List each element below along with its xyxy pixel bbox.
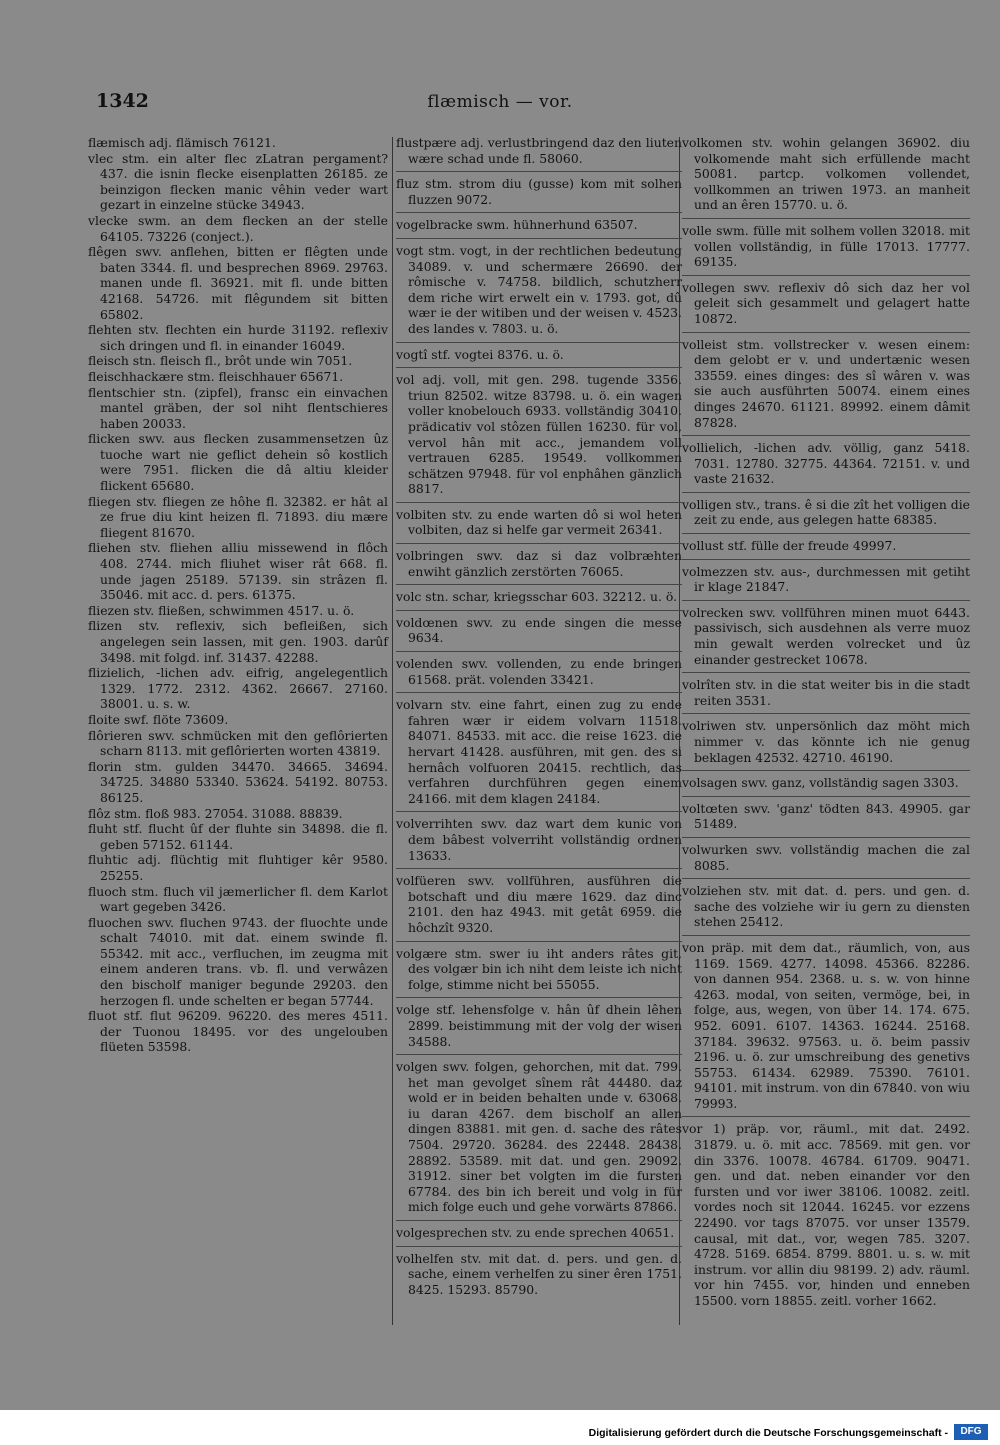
dictionary-entry: vogelbracke swm. hühnerhund 63507.	[396, 217, 638, 233]
dfg-logo-icon: DFG	[954, 1424, 988, 1440]
dictionary-entry: volsagen swv. ganz, vollständig sagen 3303.	[682, 775, 959, 791]
entry-divider	[396, 811, 682, 812]
column-1	[88, 135, 388, 1055]
dictionary-entry: volbringen swv. daz si daz volbræhten enwiht gänzlich zerstörten 76065.	[396, 548, 682, 579]
entry-divider	[396, 692, 682, 693]
entry-divider	[682, 770, 970, 771]
dictionary-entry: fluhtic adj. flüchtig mit fluhtiger kêr 9580. 25255.	[88, 852, 388, 883]
dictionary-entry: flehten stv. flechten ein hurde 31192. reflexiv sich dringen und fl. in einander 16049.	[88, 322, 388, 353]
dictionary-entry: flizen stv. reflexiv, sich befleißen, sich angelegen sein lassen, mit gen. 1903. darûf 3498. mit folgd. inf. 31437. 42288.	[88, 618, 388, 665]
entry-divider	[396, 543, 682, 544]
dictionary-entry: vogt stm. vogt, in der rechtlichen bedeutung 34089. v. und schermære 26690. der rômische v. 74758. bildlich, schutzherr dem riche wirt erwelt ein v. 1793. got, dû wær ie der witiben und der weisen v. 4523. des landes v. 7803. u. ö.	[396, 242, 682, 336]
dictionary-entry: volverrihten swv. daz wart dem kunic von dem bâbest volverriht vollständig ordnen 13633.	[396, 816, 682, 863]
entry-divider	[682, 492, 970, 493]
dictionary-entry: voldœnen swv. zu ende singen die messe 9634.	[396, 614, 682, 646]
dictionary-entry: volvarn stv. eine fahrt, einen zug zu ende fahren wær ir eidem volvarn 11518. 84071. 84533. mit acc. die reise 1623. die hervart 41428. ausführen, mit gen. des si hernâch volfuoren 20415. rechtlich, das verfahren durchführen gegen einem 24166. mit dem klagen 24184.	[396, 697, 682, 806]
dictionary-entry: volziehen stv. mit dat. d. pers. und gen. d. sache des volziehe wir iu gern zu diensten stehen 25412.	[682, 883, 970, 930]
dictionary-entry: volriwen stv. unpersönlich daz möht mich nimmer v. das könnte ich nie genug beklagen 42532. 42710. 46190.	[682, 718, 970, 765]
dictionary-entry: vlec stm. ein alter flec zLatran pergament? 437. die isnin flecke eisenplatten 26185. ze beinzigon flecken manic vêhin veder wart gezart in einzelne stücke 34943.	[88, 150, 388, 213]
dictionary-entry: von präp. mit dem dat., räumlich, von, aus 1169. 1569. 4277. 14098. 45366. 82286. von dannen 954. 2368. u. s. w. von hinne 4263. modal, von seiten, vermöge, bei, in folge, aus, wegen, von über 14. 174. 675. 952. 6091. 6107. 14363. 16244. 25168. 37184. 39632. 97563. u. ö. beim passiv 2196. u. ö. zur umschreibung des genetivs 55753. 61434. 62989. 75390. 76101. 94101. mit instrum. von din 67840. von wiu 79993.	[682, 939, 970, 1111]
dictionary-entry: flustpære adj. verlustbringend daz den liuten wære schad unde fl. 58060.	[396, 135, 682, 166]
entry-divider	[396, 342, 682, 343]
dictionary-entry: fluz stm. strom diu (gusse) kom mit solhen fluzzen 9072.	[396, 176, 682, 207]
dictionary-entry: flêgen swv. anflehen, bitten er flêgten unde baten 3344. fl. und besprechen 8969. 29763. manen unde fl. 36921. mit fl. unde bitten 42168. 54726. mit flêgundem sit bitten 65802.	[88, 244, 388, 322]
dictionary-entry: volgesprechen stv. zu ende sprechen 40651.	[396, 1225, 675, 1241]
dictionary-entry: vogtî stf. vogtei 8376. u. ö.	[396, 346, 564, 362]
dictionary-entry: volleist stm. vollstrecker v. wesen einem: dem gelobt er v. und undertænic wesen 33559. eines dinges: des sî wâren v. was sie auch ausführten 50074. einem eines dinges 24670. 61121. 89992. einem dâmit 87828.	[682, 336, 970, 430]
entry-divider	[682, 713, 970, 714]
dictionary-entry: volc stn. schar, kriegsschar 603. 32212. u. ö.	[396, 589, 678, 605]
entry-divider	[396, 651, 682, 652]
dictionary-entry: flôrieren swv. schmücken mit den geflôrierten scharn 8113. mit geflôrierten worten 43819.	[88, 727, 388, 759]
dictionary-entry: fluot stf. flut 96209. 96220. des meres 4511. der Tuonou 18495. vor des ungelouben flüeten 53598.	[88, 1008, 388, 1055]
dictionary-entry: volrîten stv. in die stat weiter bis in die stadt reiten 3531.	[682, 677, 970, 708]
column-rule-1	[392, 137, 393, 1325]
dictionary-entry: flôz stm. floß 983. 27054. 31088. 88839.	[88, 805, 343, 821]
entry-divider	[682, 796, 970, 797]
entry-divider	[682, 435, 970, 436]
dictionary-entry: volfüeren swv. vollführen, ausführen die botschaft und diu mære 1629. daz dinc 2101. den haz 4943. mit getât 6959. die hôchzît 9320.	[396, 873, 682, 935]
column-3	[682, 135, 970, 1309]
dictionary-entry: flentschier stn. (zipfel), fransc ein einvachen mantel gräben, der sol niht flentschieres haben 20033.	[88, 384, 388, 431]
dictionary-entry: volmezzen stv. aus-, durchmessen mit getiht ir klage 21847.	[682, 563, 970, 595]
dictionary-entry: florin stm. gulden 34470. 34665. 34694. 34725. 34880 53340. 53624. 54192. 80753. 86125.	[88, 758, 388, 805]
dictionary-entry: volgen swv. folgen, gehorchen, mit dat. 799. het man gevolget sînem rât 44480. daz wold er in beiden behalten unde v. 63068. iu daran 4267. dem bischolf an allen dingen 83881. mit gen. d. sache des râtes 7504. 29720. 36284. des 22448. 28438. 28892. 53589. mit dat. und gen. 29092. 31912. siner bet volgten im die fursten 67784. des bin ich bereit und volg in für mich folge euch und gehe vorwärts 87866.	[396, 1059, 682, 1215]
entry-divider	[396, 941, 682, 942]
entry-divider	[396, 1246, 682, 1247]
entry-divider	[396, 1054, 682, 1055]
dictionary-entry: volle swm. fülle mit solhem vollen 32018. mit vollen vollständig, in fülle 17013. 17777. 69135.	[682, 222, 970, 270]
entry-divider	[682, 559, 970, 560]
dictionary-entry: flicken swv. aus flecken zusammensetzen ûz tuoche wart nie geflict dehein sô kostlich were 7951. flicken die dâ altiu kleider flickent 65680.	[88, 431, 388, 494]
dictionary-entry: fluht stf. flucht ûf der fluhte sin 34898. die fl. geben 57152. 61144.	[88, 821, 388, 852]
entry-divider	[396, 997, 682, 998]
column-2	[396, 135, 682, 1297]
dictionary-entry: vollielich, -lichen adv. völlig, ganz 5418. 7031. 12780. 32775. 44364. 72151. v. und vaste 21632.	[682, 440, 970, 487]
page-number: 1342	[96, 90, 149, 112]
dictionary-entry: volhelfen stv. mit dat. d. pers. und gen. d. sache, einem verhelfen zu siner êren 1751. 8425. 15293. 85790.	[396, 1250, 682, 1297]
entry-divider	[396, 212, 682, 213]
dictionary-entry: volwurken swv. vollständig machen die zal 8085.	[682, 841, 970, 873]
entry-divider	[682, 600, 970, 601]
dictionary-entry: fleischhackære stm. fleischhauer 65671.	[88, 368, 344, 384]
dictionary-entry: vlecke swm. an dem flecken an der stelle 64105. 73226 (conject.).	[88, 212, 388, 244]
entry-divider	[396, 502, 682, 503]
dictionary-entry: vor 1) präp. vor, räuml., mit dat. 2492. 31879. u. ö. mit acc. 78569. mit gen. vor din 3376. 10078. 46784. 61709. 90471. gen. und dat. neben einander vor den fursten und vor iwer 38106. 10082. zeitl. vordes noch sit 12044. 16245. vor ezzens 22490. vor tags 87075. vor unser 13579. causal, mit dat., vor, wegen 785. 3207. 4728. 5169. 6854. 8799. 8801. u. s. w. mit instrum. vor allin diu 98199. 2) adv. räuml. vor hin 7455. vor, hinden und enneben 15500. vorn 18855. zeitl. vorher 1662.	[682, 1121, 970, 1308]
running-head: flæmisch — vor.	[427, 92, 573, 112]
dictionary-entry: vollegen swv. reflexiv dô sich daz her vol geleit sich gesammelt und gelagert hatte 10872.	[682, 279, 970, 326]
entry-divider	[682, 935, 970, 936]
dictionary-entry: fleisch stn. fleisch fl., brôt unde win 7051.	[88, 353, 353, 369]
dictionary-entry: vol adj. voll, mit gen. 298. tugende 3356. triun 82502. witze 83798. u. ö. ein wagen voller knobelouch 6933. vollständig 30410. prädicativ vol stôzen füllen 16230. für vol, vervol hân mit acc., jemandem voll vertrauen 6285. 19549. vollkommen schätzen 97948. für vol enphâhen gänzlich 8817.	[396, 372, 682, 497]
dictionary-entry: fluochen swv. fluchen 9743. der fluochte unde schalt 74010. mit dat. einem swinde fl. 55342. mit acc., verfluchen, im zeugma mit einem anderen trans. vb. fl. und verwâzen den bischolf maniger begunde 29203. den herzogen fl. unde schelten er began 57744.	[88, 914, 388, 1008]
footer-bar	[0, 1410, 1000, 1445]
dictionary-entry: vollust stf. fülle der freude 49997.	[682, 538, 897, 554]
dictionary-entry: fliezen stv. fließen, schwimmen 4517. u. ö.	[88, 602, 355, 618]
entry-divider	[682, 837, 970, 838]
dictionary-entry: volgære stm. swer iu iht anders râtes git, des volgær bin ich niht dem leiste ich nicht folge, stimme nicht bei 55055.	[396, 945, 682, 992]
entry-divider	[396, 868, 682, 869]
entry-divider	[396, 238, 682, 239]
dictionary-entry: volrecken swv. vollführen minen muot 6443. passivisch, sich ausdehnen als verre muoz min gewalt werden volrecket und ûz einander gestrecket 10678.	[682, 604, 970, 667]
dictionary-entry: flizielich, -lichen adv. eifrig, angelegentlich 1329. 1772. 2312. 4362. 26667. 27160. 38001. u. s. w.	[88, 665, 388, 712]
entry-divider	[396, 171, 682, 172]
entry-divider	[682, 1116, 970, 1117]
dictionary-entry: fluoch stm. fluch vil jæmerlicher fl. dem Karlot wart gegeben 3426.	[88, 883, 388, 915]
dictionary-entry: voltœten swv. 'ganz' tödten 843. 49905. gar 51489.	[682, 800, 970, 832]
entry-divider	[682, 218, 970, 219]
entry-divider	[682, 878, 970, 879]
dictionary-entry: volkomen stv. wohin gelangen 36902. diu volkomende maht sich erfüllende macht 50081. partcp. volkomen vollendet, vollkommen an triwen 1973. an manheit und an êren 15770. u. ö.	[682, 135, 970, 213]
dictionary-entry: floite swf. flöte 73609.	[88, 711, 229, 727]
entry-divider	[396, 610, 682, 611]
entry-divider	[396, 1220, 682, 1221]
funding-credit: Digitalisierung gefördert durch die Deutsche Forschungsgemeinschaft -	[588, 1427, 948, 1439]
dictionary-entry: volge stf. lehensfolge v. hân ûf dhein lêhen 2899. beistimmung mit der volg der wisen 34588.	[396, 1002, 682, 1049]
entry-divider	[682, 275, 970, 276]
entry-divider	[396, 367, 682, 368]
entry-divider	[682, 672, 970, 673]
dictionary-entry: flæmisch adj. flämisch 76121.	[88, 135, 276, 150]
dictionary-entry: volligen stv., trans. ê si die zît het volligen die zeit zu ende, aus gelegen hatte 68385.	[682, 496, 970, 528]
dictionary-entry: volenden swv. vollenden, zu ende bringen 61568. prät. volenden 33421.	[396, 656, 682, 687]
dictionary-entry: fliehen stv. fliehen alliu missewend in flôch 408. 2744. mich fliuhet wiser rât 668. fl. unde jagen 25189. 57139. sin strâzen fl. 35046. mit acc. d. pers. 61375.	[88, 540, 388, 603]
dictionary-entry: fliegen stv. fliegen ze hôhe fl. 32382. er hât al ze frue diu kint heizen fl. 71893. diu mære fliegent 81670.	[88, 493, 388, 540]
entry-divider	[682, 533, 970, 534]
dictionary-entry: volbiten stv. zu ende warten dô si wol heten volbiten, daz si helfe gar vermeit 26341.	[396, 506, 682, 538]
entry-divider	[682, 332, 970, 333]
entry-divider	[396, 584, 682, 585]
